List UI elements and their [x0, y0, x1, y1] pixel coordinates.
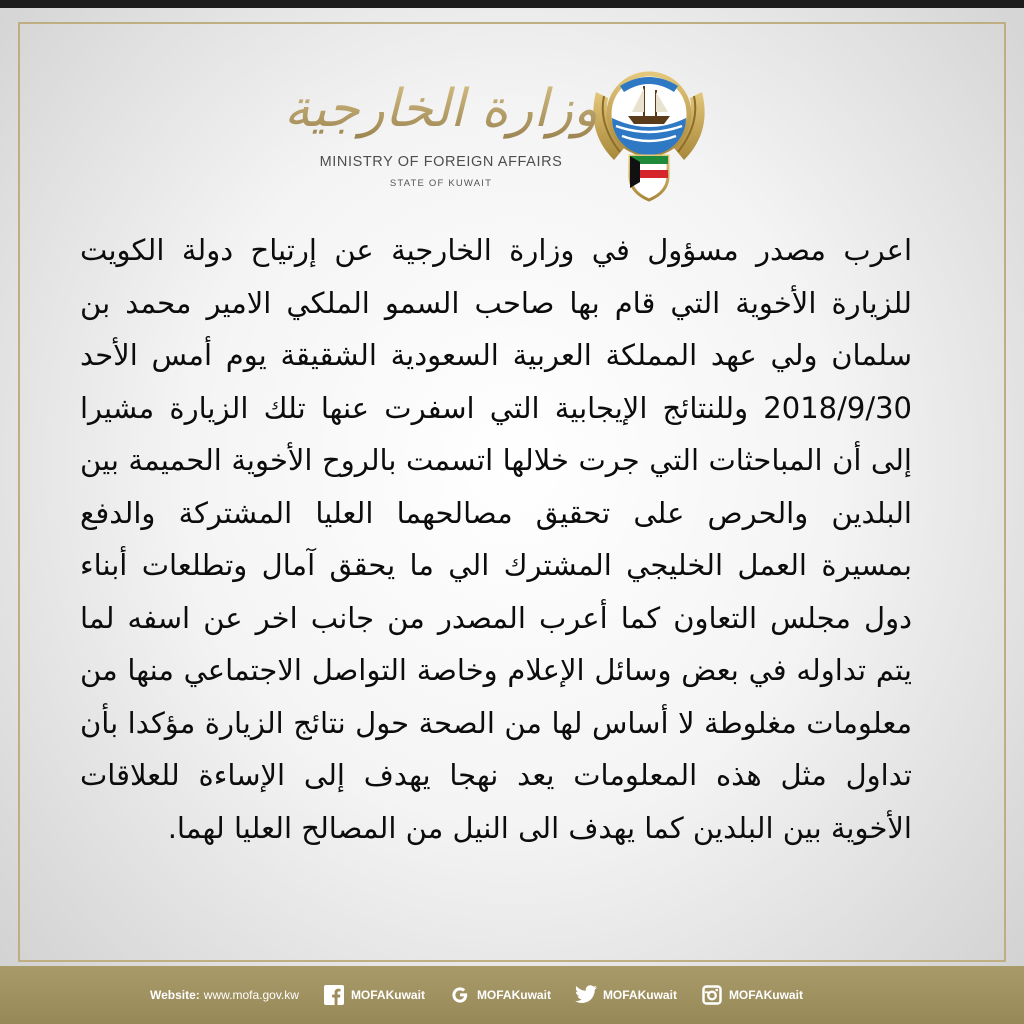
statement-text: اعرب مصدر مسؤول في وزارة الخارجية عن إرتياح دولة الكويت للزيارة الأخوية التي قام بها صاحب السمو الملكي الامير محمد بن سلمان ولي عهد المملكة العربية السعودية الشقيقة يوم أمس الأحد 2018/9/30 وللنتائج الإيجابية التي اسفرت عنها تلك الزيارة مشيرا إلى أن المباحثات التي جرت خلالها اتسمت بالروح الأخوية الحميمة بين البلدين والحرص على تحقيق مصالحهما العليا المشتركة والدفع بمسيرة العمل الخليجي المشترك الي ما يحقق آمال وتطلعات أبناء دول مجلس التعاون كما أعرب المصدر من جانب اخر عن اسفه لما يتم تداوله في بعض وسائل الإعلام وخاصة التواصل الاجتماعي منها من معلومات مغلوطة لا أساس لها من الصحة حول نتائج الزيارة مؤكدا بأن تداول مثل هذه المعلومات يعد نهجا يهدف إلى الإساءة للعلاقات الأخوية بين البلدين كما يهدف الى النيل من المصالح العليا لهما. [80, 233, 912, 845]
footer-instagram[interactable] [701, 984, 803, 1006]
footer-bar [0, 966, 1024, 1024]
wordmark-text: وزارة الخارجية [283, 79, 599, 139]
footer-twitter[interactable] [575, 984, 677, 1006]
footer-website[interactable] [150, 988, 299, 1002]
ministry-name-english: MINISTRY OF FOREIGN AFFAIRS [319, 154, 563, 170]
website-url[interactable]: www.mofa.gov.kw [203, 988, 299, 1002]
kuwait-emblem-icon [584, 52, 714, 202]
footer-google[interactable] [449, 984, 551, 1006]
top-dark-bar [0, 0, 1024, 8]
state-name-english: STATE OF KUWAIT [389, 178, 493, 189]
footer-facebook[interactable] [323, 984, 425, 1006]
instagram-icon[interactable] [701, 984, 723, 1006]
twitter-handle: MOFAKuwait [602, 988, 677, 1002]
statement-card [0, 8, 1024, 1024]
google-icon[interactable] [449, 984, 471, 1006]
twitter-icon[interactable] [575, 984, 597, 1006]
facebook-icon[interactable] [323, 984, 345, 1006]
ministry-wordmark-arabic [283, 60, 599, 150]
instagram-handle: MOFAKuwait [728, 988, 803, 1002]
facebook-handle: MOFAKuwait [350, 988, 425, 1002]
website-label: Website: [150, 988, 200, 1002]
google-handle: MOFAKuwait [476, 988, 551, 1002]
